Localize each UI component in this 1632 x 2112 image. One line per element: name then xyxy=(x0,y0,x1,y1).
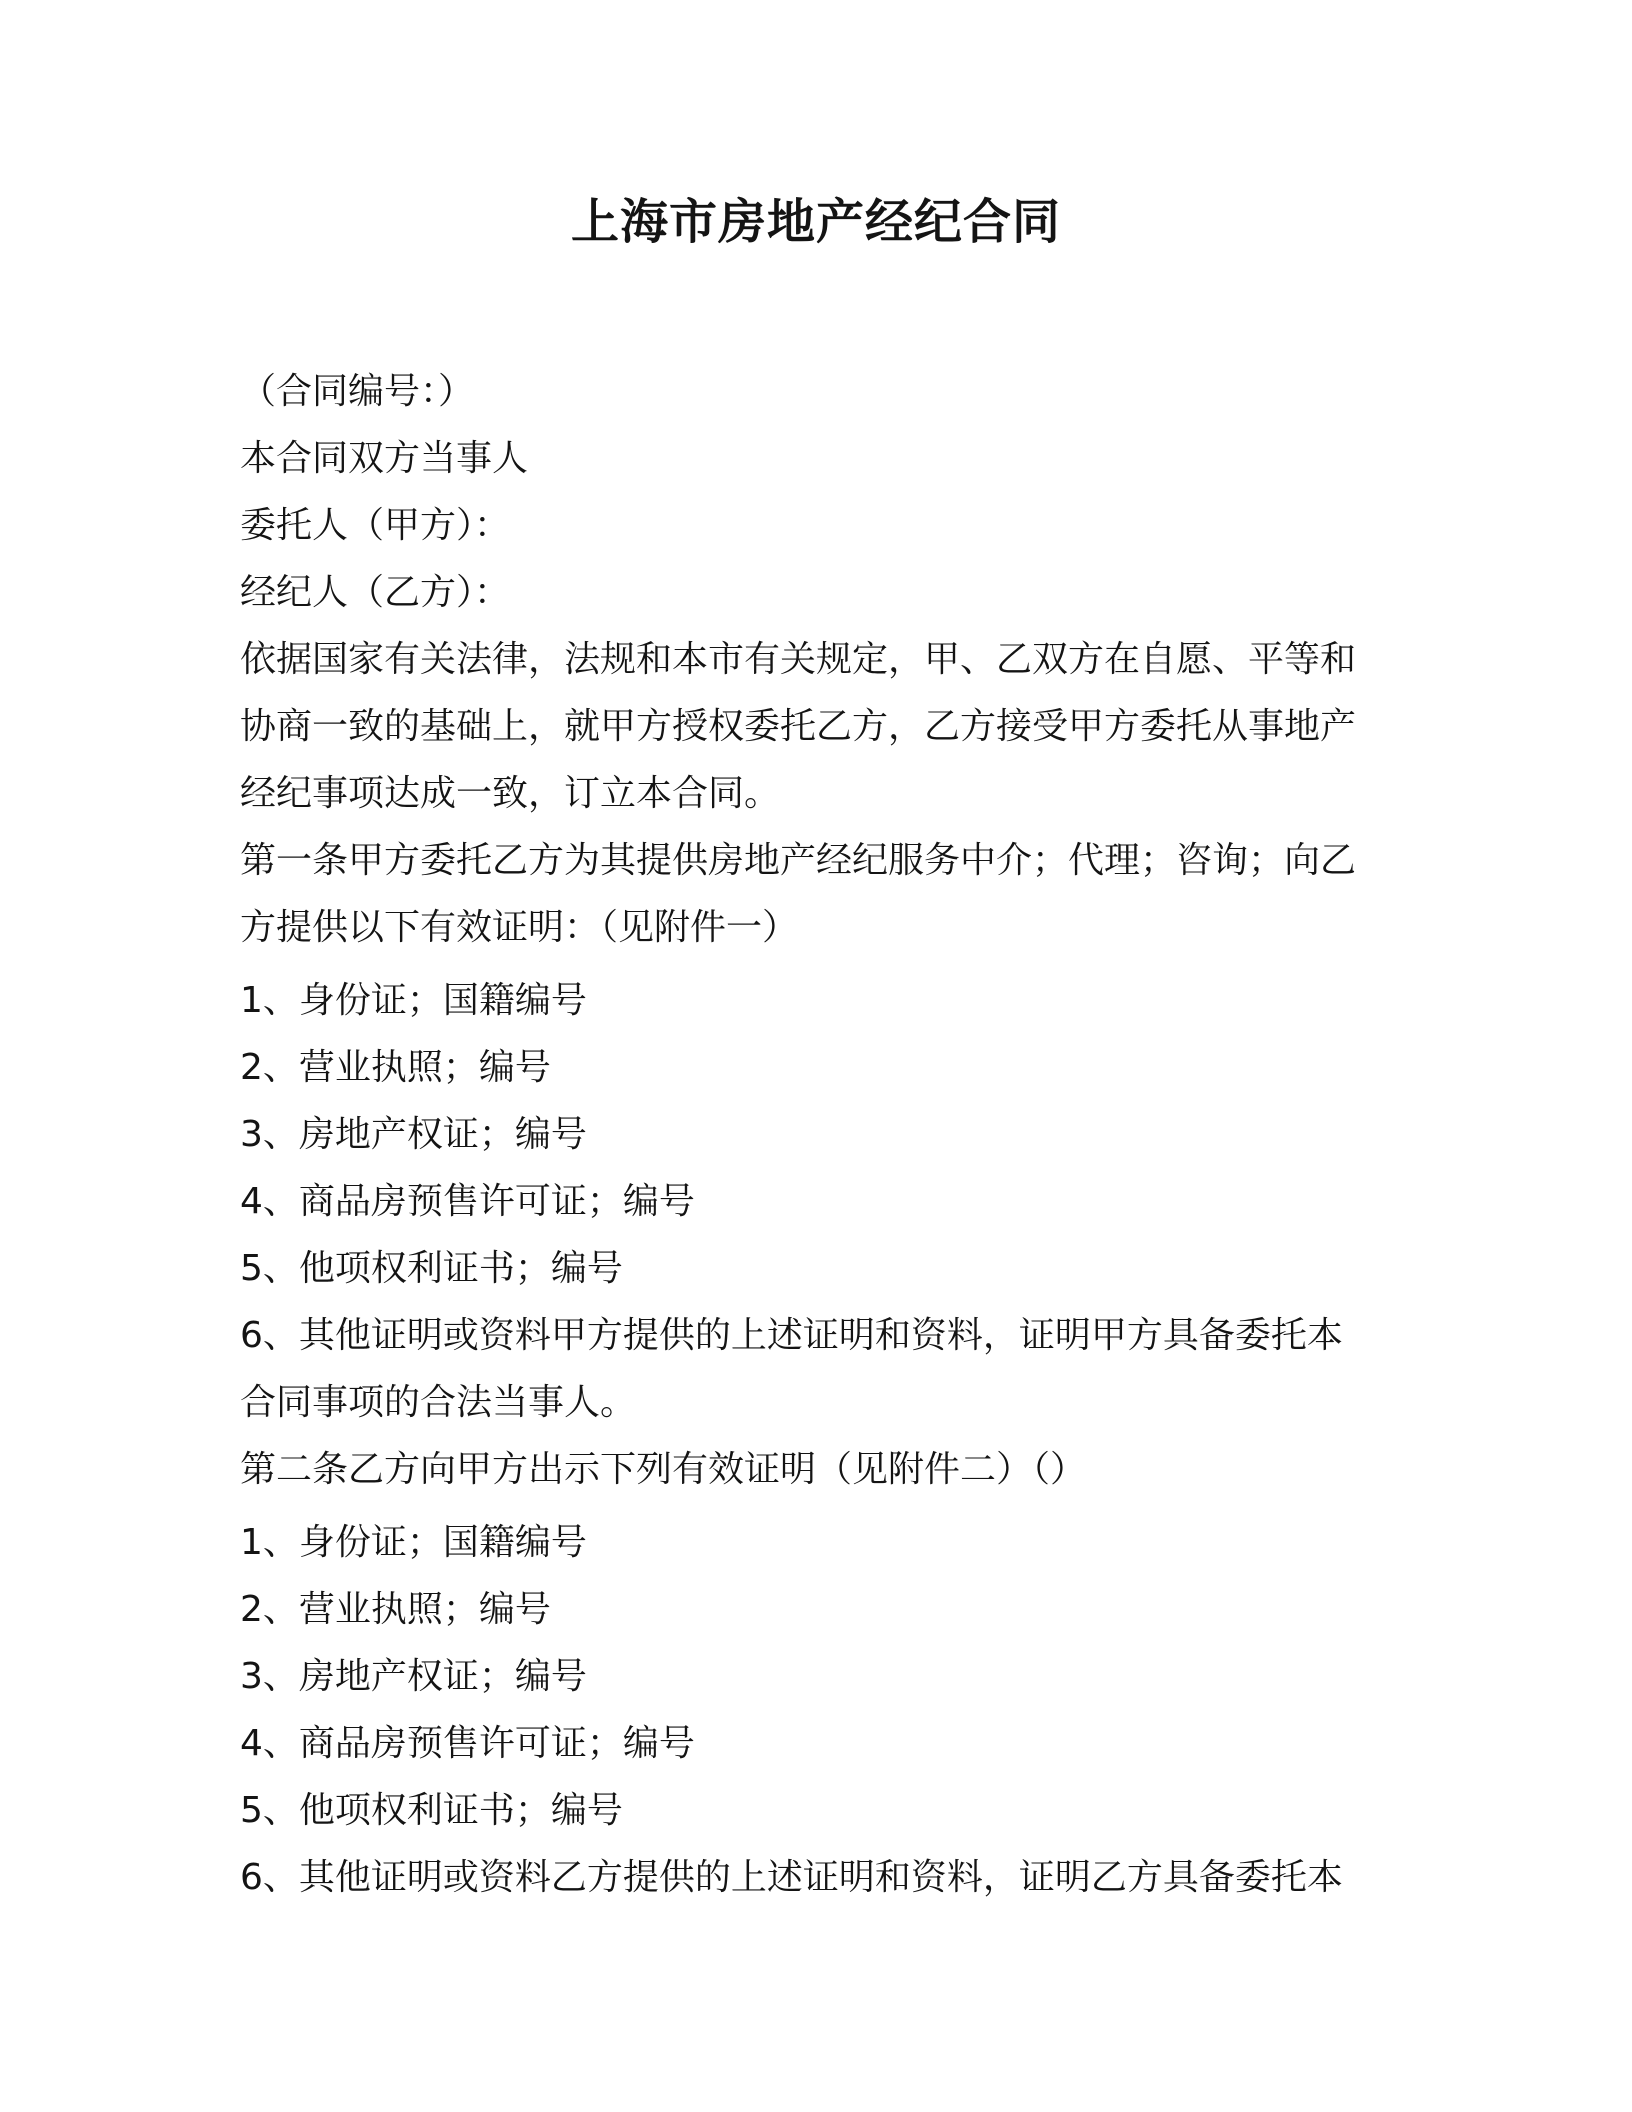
article-2-item-1: 1、身份证；国籍编号 xyxy=(240,1522,587,1563)
article-2-item-4: 4、商品房预售许可证；编号 xyxy=(240,1723,695,1764)
article-1-item-6-line-2: 合同事项的合法当事人。 xyxy=(240,1382,637,1423)
contract-body xyxy=(240,358,1390,1911)
preamble-line-1: 依据国家有关法律，法规和本市有关规定，甲、乙双方在自愿、平等和 xyxy=(240,639,1357,680)
article-2-item-3: 3、房地产权证；编号 xyxy=(240,1656,587,1697)
preamble-line-2: 协商一致的基础上，就甲方授权委托乙方，乙方接受甲方委托从事地产 xyxy=(240,706,1357,747)
article-1-item-5: 5、他项权利证书；编号 xyxy=(240,1248,623,1289)
agent-party-line: 经纪人（乙方）： xyxy=(240,572,511,613)
article-1-line-1: 第一条甲方委托乙方为其提供房地产经纪服务中介；代理；咨询；向乙 xyxy=(240,840,1357,881)
article-1-item-4: 4、商品房预售许可证；编号 xyxy=(240,1181,695,1222)
article-2-item-6-line-1: 6、其他证明或资料乙方提供的上述证明和资料，证明乙方具备委托本 xyxy=(240,1857,1343,1898)
article-1-item-2: 2、营业执照；编号 xyxy=(240,1047,551,1088)
preamble-line-3: 经纪事项达成一致，订立本合同。 xyxy=(240,773,781,814)
client-party-line: 委托人（甲方）： xyxy=(240,505,511,546)
article-1-line-2: 方提供以下有效证明：（见附件一） xyxy=(240,907,799,948)
document-title: 上海市房地产经纪合同 xyxy=(570,194,1061,250)
article-1-item-1: 1、身份证；国籍编号 xyxy=(240,980,587,1021)
parties-heading: 本合同双方当事人 xyxy=(240,438,529,479)
article-1-item-3: 3、房地产权证；编号 xyxy=(240,1114,587,1155)
article-2-item-2: 2、营业执照；编号 xyxy=(240,1589,551,1630)
contract-number-line: （合同编号：） xyxy=(240,371,475,412)
article-2-item-5: 5、他项权利证书；编号 xyxy=(240,1790,623,1831)
article-1-item-6-line-1: 6、其他证明或资料甲方提供的上述证明和资料，证明甲方具备委托本 xyxy=(240,1315,1343,1356)
article-2-line-1: 第二条乙方向甲方出示下列有效证明（见附件二）（） xyxy=(240,1449,1087,1490)
